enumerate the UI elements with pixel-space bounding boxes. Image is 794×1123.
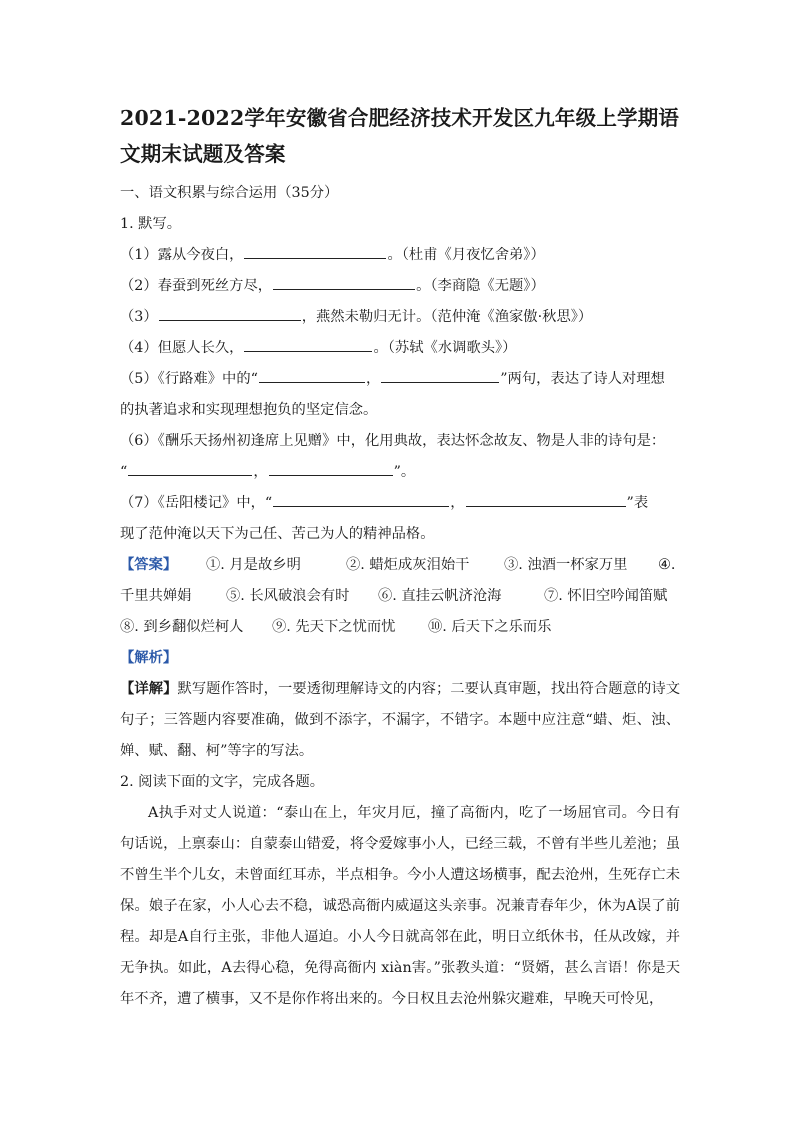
answer-item: ⑩. 后天下之乐而乐 <box>428 619 552 635</box>
title-line-1: 2021-2022学年安徽省合肥经济技术开发区九年级上学期语 <box>120 106 680 130</box>
answer-label: 【答案】 <box>120 557 178 573</box>
fill-blank <box>259 367 365 383</box>
answer-row-2 <box>120 581 680 612</box>
q1-item-5-cont: 的执著追求和实现理想抱负的坚定信念。 <box>120 402 378 418</box>
q1-item-6: （6）《酬乐天扬州初逢席上见赠》中，化用典故，表达怀念故友、物是人非的诗句是： <box>120 433 666 449</box>
fill-blank <box>244 243 386 259</box>
fill-blank <box>273 491 449 507</box>
q1-item-4-suffix: 。（苏轼《水调歌头》） <box>373 340 517 356</box>
answer-item: ⑨. 先天下之忧而忧 <box>272 619 396 635</box>
q1-item-2 <box>120 271 680 302</box>
q1-item-5-comma: ， <box>365 371 381 387</box>
q1-item-6-open-quote: “ <box>120 464 128 480</box>
question-2-head: 2. 阅读下面的文字，完成各题。 <box>120 774 325 790</box>
answer-item: ②. 蜡炬成灰泪始干 <box>346 557 470 573</box>
fill-blank <box>269 460 393 476</box>
q1-item-7-cont: 现了范仲淹以天下为己任、苦己为人的精神品格。 <box>120 526 435 542</box>
document-title <box>120 100 680 172</box>
fill-blank <box>128 460 252 476</box>
q1-item-1-suffix: 。（杜甫《月夜忆舍弟》） <box>387 247 545 263</box>
q1-item-6-cont <box>120 457 680 488</box>
section-heading: 一、语文积累与综合运用（35分） <box>120 185 339 201</box>
q1-item-7-comma: ， <box>450 495 465 511</box>
q1-item-6-suffix: ”。 <box>393 464 416 480</box>
analysis-label: 【解析】 <box>120 650 178 666</box>
answer-item: ④. <box>658 557 676 573</box>
answer-item: 千里共婵娟 <box>120 588 192 604</box>
q1-item-7-suffix: ”表 <box>626 495 649 511</box>
q1-item-1-prefix: （1）露从今夜白， <box>120 247 244 263</box>
fill-blank <box>159 305 301 321</box>
fill-blank <box>273 274 415 290</box>
answer-row-3 <box>120 612 680 643</box>
q1-item-7-prefix: （7）《岳阳楼记》中，“ <box>120 495 273 511</box>
fill-blank <box>381 367 499 383</box>
q1-item-2-prefix: （2）春蚕到死丝方尽， <box>120 278 273 294</box>
q1-item-2-suffix: 。（李商隐《无题》） <box>416 278 545 294</box>
analysis-detail <box>120 674 680 767</box>
q1-item-6-comma: ， <box>253 464 268 480</box>
q1-item-3 <box>120 302 680 333</box>
answer-item: ⑦. 怀旧空吟闻笛赋 <box>544 588 668 604</box>
question-1-head: 1. 默写。 <box>120 216 182 232</box>
answer-item: ⑤. 长风破浪会有时 <box>226 588 350 604</box>
answer-row-1 <box>120 550 680 581</box>
detail-text: 默写题作答时，一要透彻理解诗文的内容；二要认真审题，找出符合题意的诗文句子；三答题内容要准确，做到不添字，不漏字，不错字。本题中应注意“蜡、炬、浊、婵、赋、翻、柯”等字的写法。 <box>120 681 681 759</box>
reading-passage: A执手对丈人说道：“泰山在上，年灾月厄，撞了高衙内，吃了一场屈官司。今日有句话说，上禀泰山：自蒙泰山错爱，将令爱嫁事小人，已经三载，不曾有半些儿差池；虽不曾生半个儿女，未曾面红耳赤，半点相争。今小人遭这场横事，配去沧州，生死存亡未保。娘子在家，小人心去不稳，诚恐高衙内威逼这头亲事。况兼青春年少，休为A误了前程。却是A自行主张，非他人逼迫。小人今日就高邻在此，明日立纸休书，任从改嫁，并无争执。如此，A去得心稳，免得高衙内 xiàn害。”张教头道：“贤婿，甚么言语！你是天年不齐，遭了横事，又不是你作将出来的。今日权且去沧州躲灾避难，早晚天可怜见， <box>120 805 680 1007</box>
title-line-2: 文期末试题及答案 <box>120 142 286 166</box>
q1-item-4 <box>120 333 680 364</box>
q1-item-5-prefix: （5）《行路难》中的“ <box>120 371 258 387</box>
answer-item: ⑧. 到乡翻似烂柯人 <box>120 619 244 635</box>
q1-item-3-suffix: ，燕然未勒归无计。（范仲淹《渔家傲·秋思》） <box>301 309 593 325</box>
q1-item-5-suffix: ”两句，表达了诗人对理想 <box>500 371 665 387</box>
answer-item: ⑥. 直挂云帆济沧海 <box>378 588 502 604</box>
q1-item-4-prefix: （4）但愿人长久， <box>120 340 244 356</box>
answer-item: ③. 浊酒一杯家万里 <box>504 557 628 573</box>
detail-label: 【详解】 <box>120 681 178 697</box>
answer-item: ①. 月是故乡明 <box>206 557 301 573</box>
q1-item-5 <box>120 364 680 395</box>
fill-blank <box>244 336 372 352</box>
fill-blank <box>466 491 626 507</box>
document-page <box>120 100 680 1015</box>
q1-item-3-prefix: （3） <box>120 309 158 325</box>
q1-item-7 <box>120 488 680 519</box>
q1-item-1 <box>120 240 680 271</box>
